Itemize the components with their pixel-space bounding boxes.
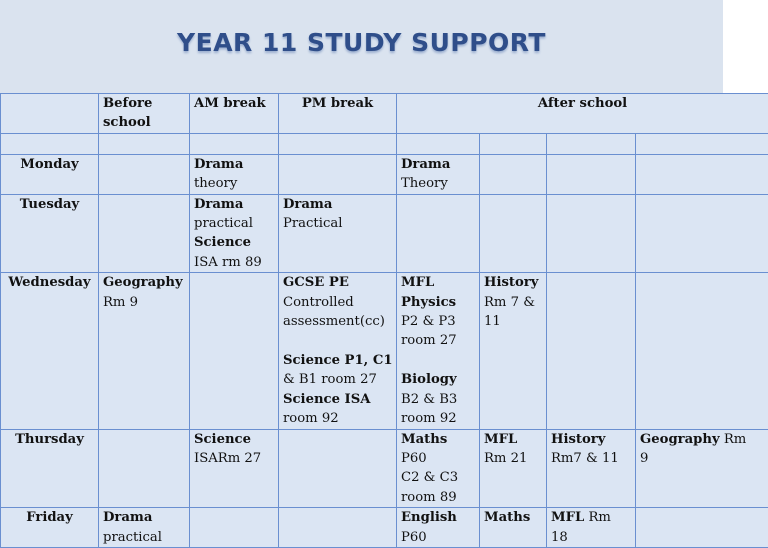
cell-pm [279,429,397,508]
cell-after-3 [547,429,636,508]
cell-pm [279,508,397,548]
cell-text: Practical [283,216,342,231]
cell-text: 9 [640,451,648,466]
cell-after-2 [480,154,547,194]
row-monday [1,154,768,194]
cell-text: Rm [724,432,746,447]
cell-pm [279,194,397,273]
cell-text: MFL [401,275,434,290]
cell-line [640,430,764,449]
cell-line [283,214,392,233]
corner-cell [1,94,99,134]
row-tuesday [1,194,768,273]
cell-text: P2 & P3 [401,314,456,329]
cell-text: Maths [401,432,447,447]
row-wednesday [1,273,768,429]
cell-after-4 [636,429,768,508]
cell-line [194,253,274,272]
cell-line [551,430,631,449]
cell-line [401,273,475,292]
cell-line [401,155,475,174]
cell-text: 18 [551,530,568,545]
page-title: YEAR 11 STUDY SUPPORT [0,28,723,57]
cell-after-2 [480,194,547,273]
cell-text: P60 [401,451,427,466]
row-friday [1,508,768,548]
cell-text: Drama [194,197,243,212]
cell-after-4 [636,508,768,548]
cell-line [484,508,542,527]
header-before-school: Before school [99,94,190,134]
cell-line [283,312,392,331]
blank-cell [547,133,636,154]
cell-after-2 [480,508,547,548]
cell-text: Science P1, C1 [283,353,393,368]
day-label: Friday [1,508,99,548]
cell-line [551,449,631,468]
cell-text: Science [194,235,251,250]
header-am-break: AM break [190,94,279,134]
day-label: Tuesday [1,194,99,273]
blank-row [1,133,768,154]
cell-text: Rm 9 [103,295,138,310]
cell-line [194,430,274,449]
blank-cell [99,133,190,154]
cell-text: Physics [401,295,456,310]
cell-line [401,351,475,370]
cell-text: assessment(cc) [283,314,385,329]
cell-line [484,273,542,292]
cell-am [190,194,279,273]
cell-line [401,370,475,389]
cell-after-1 [397,429,480,508]
cell-text: C2 & C3 [401,470,458,485]
cell-line [401,390,475,409]
cell-line [401,468,475,487]
cell-line [401,508,475,527]
cell-line [283,331,392,350]
cell-line [283,195,392,214]
cell-after-3 [547,508,636,548]
cell-text: room 92 [283,411,339,426]
cell-text: Drama [194,157,243,172]
cell-text: GCSE PE [283,275,349,290]
row-thursday [1,429,768,508]
cell-text: room 27 [401,333,457,348]
cell-text: Drama [103,510,152,525]
cell-before [99,273,190,429]
cell-text: Drama [283,197,332,212]
blank-cell [480,133,547,154]
cell-am [190,508,279,548]
blank-cell [279,133,397,154]
cell-text: ISA rm 89 [194,255,262,270]
cell-line [401,312,475,331]
cell-before [99,194,190,273]
cell-after-1 [397,194,480,273]
cell-line [194,214,274,233]
cell-after-3 [547,194,636,273]
cell-text: B2 & B3 [401,392,457,407]
blank-cell [636,133,768,154]
cell-text: & B1 room 27 [283,372,377,387]
cell-line [103,293,185,312]
cell-line [484,293,542,312]
day-label: Thursday [1,429,99,508]
cell-line [283,370,392,389]
cell-text: ISARm 27 [194,451,261,466]
day-label: Wednesday [1,273,99,429]
cell-text: English [401,510,457,525]
cell-line [194,449,274,468]
header-after-school: After school [397,94,768,134]
cell-text: theory [194,176,237,191]
cell-text: Science ISA [283,392,370,407]
cell-text: History [484,275,538,290]
cell-am [190,154,279,194]
cell-am [190,273,279,429]
cell-text: History [551,432,605,447]
cell-line [103,528,185,547]
cell-after-4 [636,154,768,194]
cell-text: Geography [640,432,720,447]
cell-before [99,429,190,508]
cell-text: Theory [401,176,448,191]
header-pm-break: PM break [279,94,397,134]
cell-line [194,233,274,252]
cell-line [401,430,475,449]
cell-am [190,429,279,508]
cell-line [283,293,392,312]
cell-text: Rm7 & 11 [551,451,619,466]
cell-text: Maths [484,510,530,525]
cell-line [401,449,475,468]
cell-line [194,174,274,193]
cell-line [484,430,542,449]
cell-line [401,293,475,312]
cell-after-1 [397,154,480,194]
cell-pm [279,154,397,194]
cell-line [551,508,631,527]
cell-line [194,155,274,174]
cell-after-3 [547,273,636,429]
cell-before [99,154,190,194]
cell-after-4 [636,194,768,273]
cell-text: P60 [401,530,427,545]
cell-text: Rm 7 & [484,295,535,310]
cell-line [551,528,631,547]
blank-cell [190,133,279,154]
cell-text: Biology [401,372,457,387]
cell-line [484,312,542,331]
cell-line [401,528,475,547]
cell-after-1 [397,273,480,429]
cell-text: MFL [551,510,584,525]
cell-text: Geography [103,275,183,290]
cell-after-2 [480,429,547,508]
timetable [0,93,768,548]
cell-text: Science [194,432,251,447]
cell-after-3 [547,154,636,194]
cell-line [103,273,185,292]
cell-text: room 92 [401,411,457,426]
cell-text: 11 [484,314,501,329]
blank-cell [1,133,99,154]
cell-text: Drama [401,157,450,172]
cell-after-2 [480,273,547,429]
cell-text: room 89 [401,490,457,505]
cell-after-1 [397,508,480,548]
cell-line [283,273,392,292]
cell-after-4 [636,273,768,429]
cell-line [103,508,185,527]
cell-line [283,390,392,409]
blank-cell [397,133,480,154]
cell-text: Rm [588,510,610,525]
cell-text: Rm 21 [484,451,527,466]
cell-text: Controlled [283,295,354,310]
cell-text: MFL [484,432,517,447]
cell-line [194,195,274,214]
cell-line [401,331,475,350]
cell-line [484,449,542,468]
cell-line [401,488,475,507]
cell-text: practical [194,216,253,231]
cell-line [283,351,392,370]
day-label: Monday [1,154,99,194]
header-row [1,94,768,134]
cell-text: practical [103,530,162,545]
cell-line [401,174,475,193]
cell-line [283,409,392,428]
cell-line [640,449,764,468]
cell-before [99,508,190,548]
cell-line [401,409,475,428]
cell-pm [279,273,397,429]
